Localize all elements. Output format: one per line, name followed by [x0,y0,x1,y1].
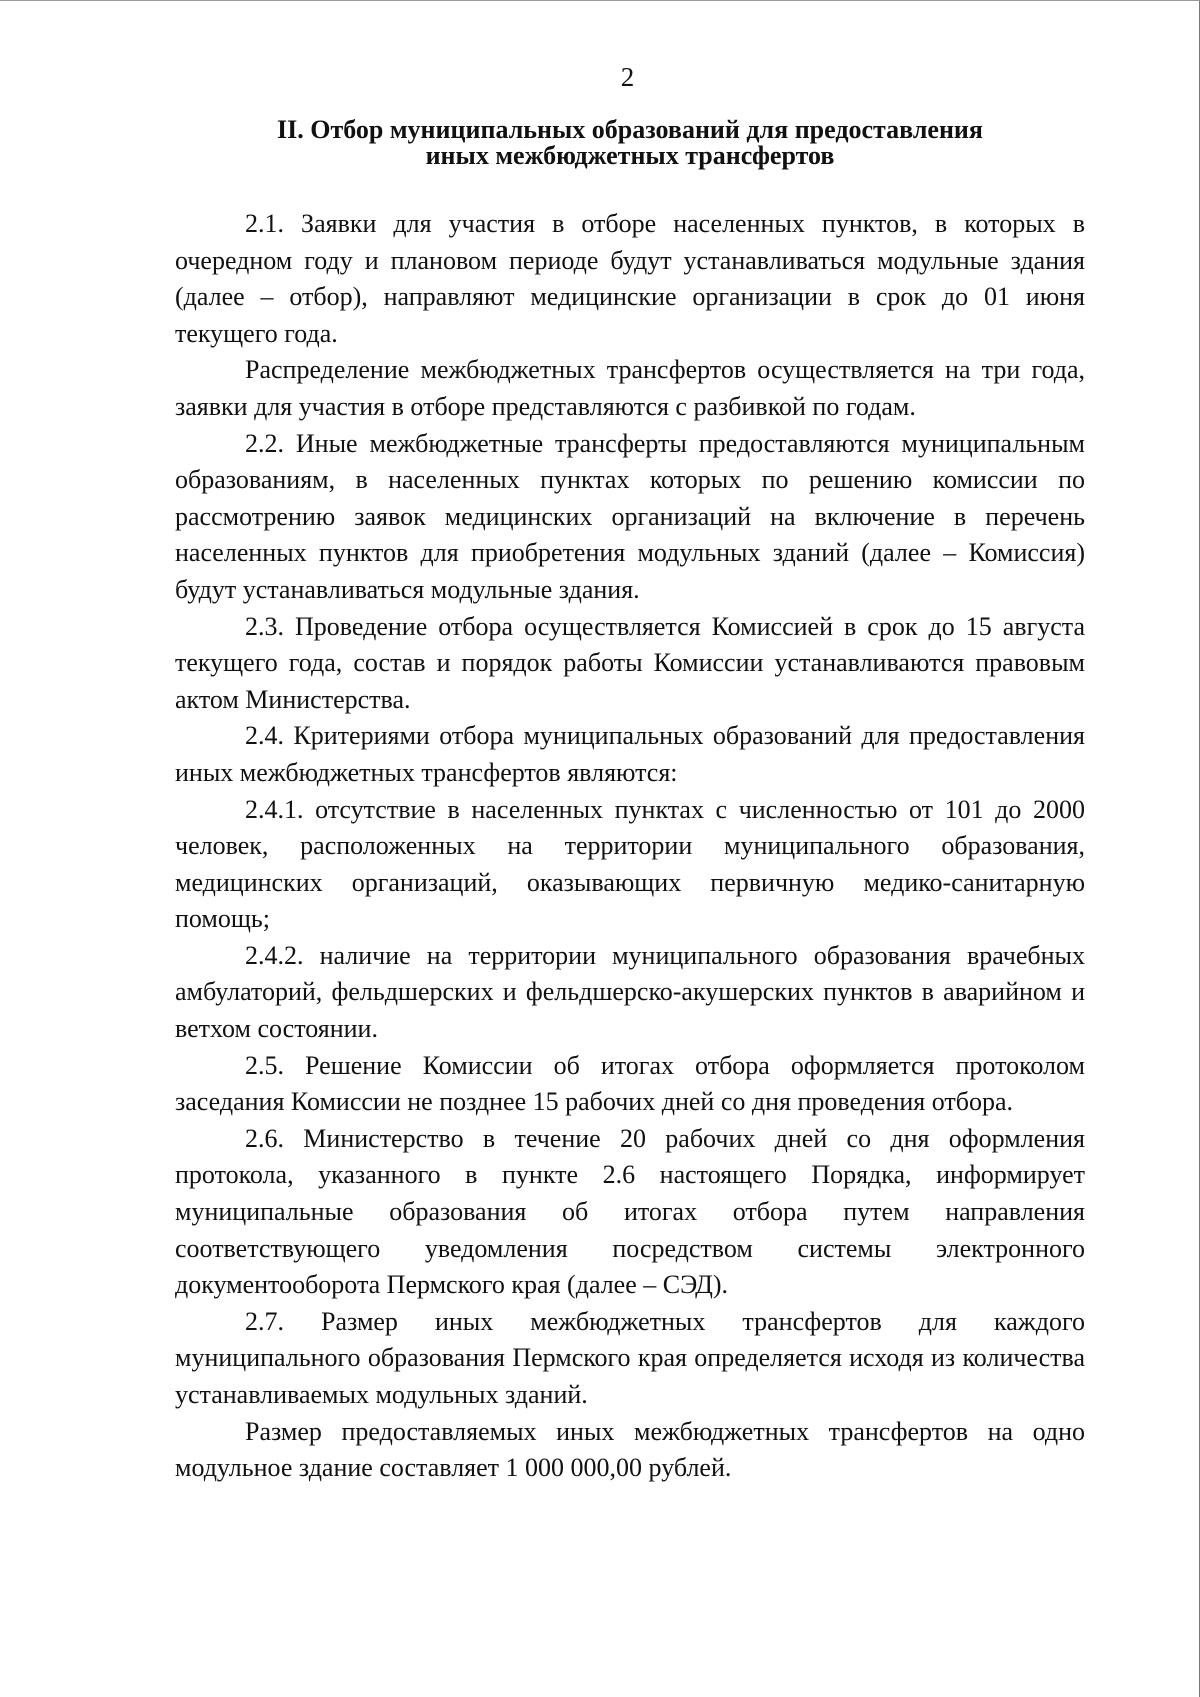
section-title [175,117,1085,169]
paragraph-2-4: 2.4. Критериями отбора муниципальных образований для предоставления иных межбюджетных трансфертов являются: [175,721,1085,787]
paragraph-2-6: 2.6. Министерство в течение 20 рабочих дней со дня оформления протокола, указанного в пункте 2.6 настоящего Порядка, информирует муниципальные образования об итогах отбора путем направления соответствующего уведомления посредством системы электронного документооборота Пермского края (далее – СЭД). [175,1123,1085,1300]
paragraph-2-4-1: 2.4.1. отсутствие в населенных пунктах с численностью от 101 до 2000 человек, расположенных на территории муниципального образования, медицинских организаций, оказывающих первичную медико-санитарную помощь; [175,794,1085,934]
paragraph-transfer-amount: Размер предоставляемых иных межбюджетных трансфертов на одно модульное здание составляет 1 000 000,00 рублей. [175,1416,1085,1483]
paragraph-2-7: 2.7. Размер иных межбюджетных трансфертов для каждого муниципального образования Пермского края определяется исходя из количества устанавливаемых модульных зданий. [175,1306,1085,1409]
paragraph-2-3: 2.3. Проведение отбора осуществляется Комиссией в срок до 15 августа текущего года, состав и порядок работы Комиссии устанавливаются правовым актом Министерства. [175,611,1085,714]
paragraph-2-1: 2.1. Заявки для участия в отборе населенных пунктов, в которых в очередном году и плановом периоде будут устанавливаться модульные здания (далее – отбор), направляют медицинские организации в срок до 01 июня текущего года. [175,209,1085,348]
section-title-line-1: II. Отбор муниципальных образований для предоставления [277,115,983,144]
paragraph-distribution: Распределение межбюджетных трансфертов осуществляется на три года, заявки для участия в отборе представляются с разбивкой по годам. [175,355,1085,421]
paragraph-2-5: 2.5. Решение Комиссии об итогах отбора оформляется протоколом заседания Комиссии не позднее 15 рабочих дней со дня проведения отбора. [175,1050,1085,1117]
page-number: 2 [620,62,635,92]
paragraph-2-2: 2.2. Иные межбюджетные трансферты предоставляются муниципальным образованиям, в населенных пунктах которых по решению комиссии по рассмотрению заявок медицинских организаций на включение в перечень населенных пунктов для приобретения модульных зданий (далее – Комиссия) будут устанавливаться модульные здания. [175,428,1085,604]
document-body [175,206,1085,1487]
paragraph-2-4-2: 2.4.2. наличие на территории муниципального образования врачебных амбулаторий, фельдшерских и фельдшерско-акушерских пунктов в аварийном и ветхом состоянии. [175,940,1085,1044]
section-title-line-2: иных межбюджетных трансфертов [425,141,835,170]
